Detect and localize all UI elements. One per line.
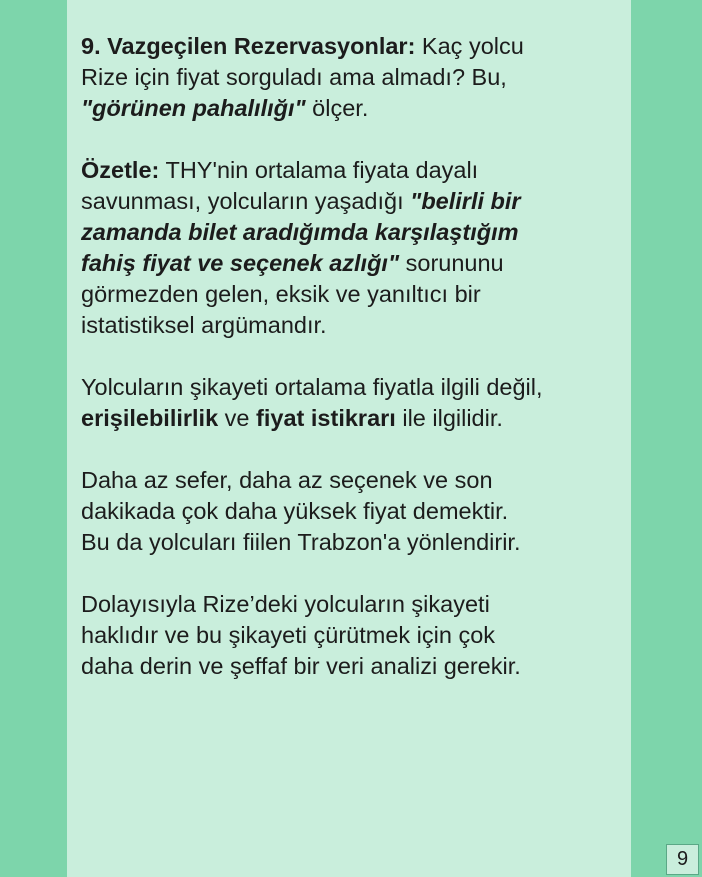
line: haklıdır ve bu şikayeti çürütmek için çok: [81, 622, 496, 648]
summary-heading: Özetle:: [81, 157, 160, 183]
line: Dolayısıyla Rize’deki yolcuların şikayeti: [81, 591, 490, 617]
bold-text: erişilebilirlik: [81, 405, 219, 431]
line: Bu da yolcuları fiilen Trabzon'a yönlendirir.: [81, 529, 521, 555]
line: istatistiksel argümandır.: [81, 312, 327, 338]
text-run: savunması, yolcuların yaşadığı: [81, 188, 411, 214]
page-content: [81, 31, 621, 713]
line: Yolcuların şikayeti ortalama fiyatla ilgili değil,: [81, 374, 543, 400]
emphasis-text: fahiş fiyat ve seçenek azlığı": [81, 250, 400, 276]
page-number: 9: [666, 844, 699, 875]
line: [81, 248, 621, 279]
text-run: ve: [218, 405, 257, 431]
complaint-paragraph: [81, 372, 621, 434]
line: [81, 93, 621, 124]
emphasis-text: "belirli bir: [410, 188, 521, 214]
line: Daha az sefer, daha az seçenek ve son: [81, 467, 493, 493]
section-9-heading: 9. Vazgeçilen Rezervasyonlar:: [81, 33, 416, 59]
text-run: sorununu: [399, 250, 504, 276]
emphasis-line: zamanda bilet aradığımda karşılaştığım: [81, 219, 519, 245]
fewer-flights-paragraph: [81, 465, 621, 558]
line: daha derin ve şeffaf bir veri analizi gerekir.: [81, 653, 521, 679]
text-run: ile ilgilidir.: [395, 405, 503, 431]
line: görmezden gelen, eksik ve yanıltıcı bir: [81, 281, 481, 307]
left-margin-bar: [0, 0, 67, 877]
conclusion-paragraph: [81, 589, 621, 682]
summary-paragraph: [81, 155, 621, 341]
line: [81, 403, 621, 434]
line: [81, 186, 621, 217]
text-panel: [67, 0, 631, 877]
emphasis-text: "görünen pahalılığı": [81, 95, 306, 121]
line: dakikada çok daha yüksek fiyat demektir.: [81, 498, 509, 524]
right-margin-bar: [631, 0, 702, 877]
text-run: Kaç yolcu: [415, 33, 524, 59]
line: Rize için fiyat sorguladı ama almadı? Bu,: [81, 64, 507, 90]
bold-text: fiyat istikrarı: [256, 405, 396, 431]
line: [81, 31, 621, 62]
section-9-paragraph: [81, 31, 621, 124]
text-run: ölçer.: [305, 95, 369, 121]
text-run: THY'nin ortalama fiyata dayalı: [159, 157, 479, 183]
line: [81, 155, 621, 186]
